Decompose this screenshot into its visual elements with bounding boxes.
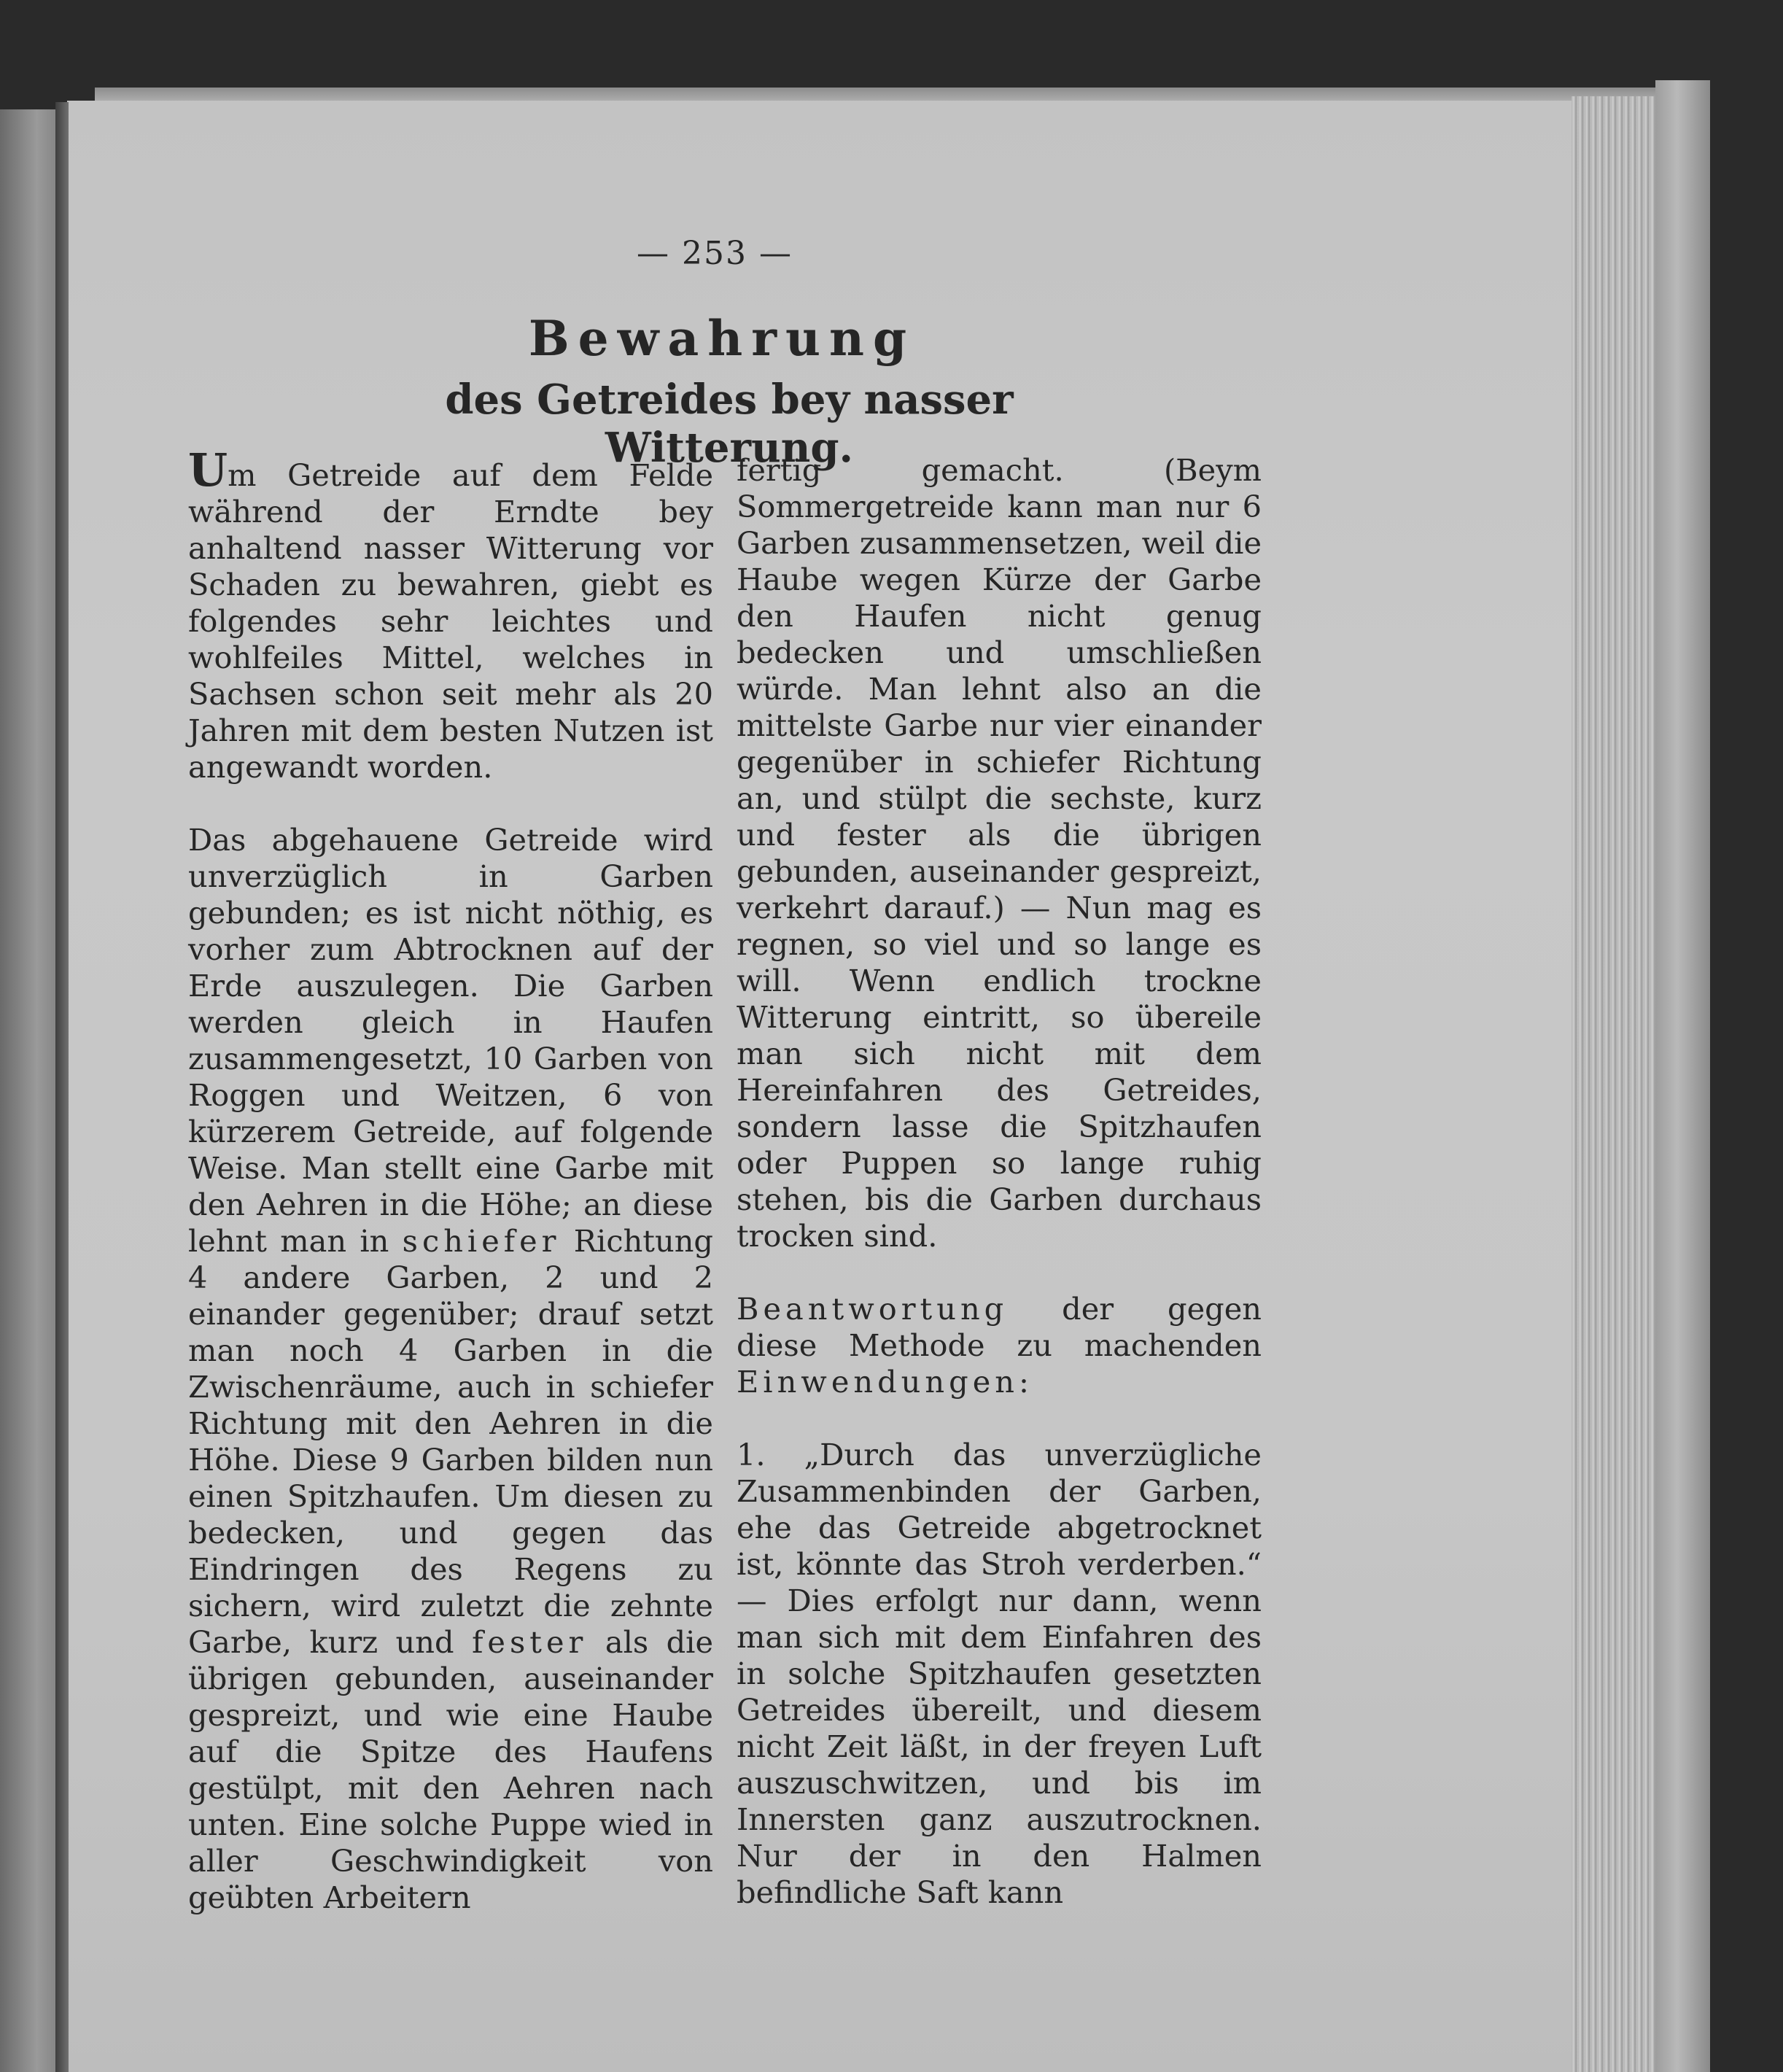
paragraph-text: m Getreide auf dem Felde während der Erndte bey anhaltend nasser Witterung vor Schaden zu bewahren, giebt es folgendes sehr leichtes und wohlfeiles Mittel, welches in Sachsen schon seit mehr als 20 Jahren mit dem besten Nutzen ist angewandt worden. xyxy=(188,457,713,785)
paragraph-continuation: fertig gemacht. (Beym Sommergetreide kann man nur 6 Garben zusammensetzen, weil die Haube wegen Kürze der Garbe den Haufen nicht genug bedecken und umschließen würde. Man lehnt also an die mittelste Garbe nur vier einander gegenüber in schiefer Richtung an, und stülpt die sechste, kurz und fester als die übrigen gebunden, auseinander gespreizt, verkehrt darauf.) — Nun mag es regnen, so viel und so lange es will. Wenn endlich trockne Witterung eintritt, so übereile man sich nicht mit dem Hereinfahren des Getreides, sondern lasse die Spitzhaufen oder Puppen so lange ruhig stehen, bis die Garben durchaus trocken sind. xyxy=(737,452,1262,1254)
book-gutter xyxy=(55,102,69,2072)
paragraph-objection-1: 1. „Durch das unverzügliche Zusammenbinden der Garben, ehe das Getreide abgetrocknet ist, könnte das Stroh verderben.“ — Dies erfolgt nur dann, wenn man sich mit dem Einfahren des in solche Spitzhaufen gesetzten Getreides übereilt, und diesem nicht Zeit läßt, in der freyen Luft auszuschwitzen, und bis im Innersten ganz auszutrocknen. Nur der in den Halmen befindliche Saft kann xyxy=(737,1437,1262,1910)
left-column xyxy=(188,443,714,1916)
paragraph-text: Richtung 4 andere Garben, 2 und 2 einander gegenüber; drauf setzt man noch 4 Garben in die Zwischenräume, auch in schiefer Richtung mit den Aehren in die Höhe. Diese 9 Garben bilden nun einen Spitzhaufen. Um diesen zu bedecken, und gegen das Eindringen des Regens zu sichern, wird zuletzt die zehnte Garbe, kurz und xyxy=(188,1223,713,1660)
page-title: Bewahrung xyxy=(528,310,916,367)
drop-cap: U xyxy=(188,443,228,497)
emphasis-text: schiefer xyxy=(402,1223,561,1259)
paragraph-text: Das abgehauene Getreide wird unverzüglich in Garben gebunden; es ist nicht nöthig, es vorher zum Abtrocknen auf der Erde auszulegen. Die Garben werden gleich in Haufen zusammengesetzt, 10 Garben von Roggen und Weitzen, 6 von kürzerem Getreide, auf folgende Weise. Man stellt eine Garbe mit den Aehren in die Höhe; an diese lehnt man in xyxy=(188,822,713,1259)
paragraph-text: der gegen diese Methode zu machenden xyxy=(737,1291,1262,1363)
emphasis-text: Einwendungen: xyxy=(737,1364,1033,1400)
book-cover-edge xyxy=(1655,80,1710,2072)
paragraph-text: als die übrigen gebunden, auseinander gespreizt, und wie eine Haube auf die Spitze des Haufens gestülpt, mit den Aehren nach unten. Eine solche Puppe wied in aller Geschwindigkeit von geübten Arbeitern xyxy=(188,1624,714,1915)
page-subtitle: des Getreides bey nasser Witterung. xyxy=(445,376,1014,472)
page-number: — 253 — xyxy=(637,235,793,272)
emphasis-text: fester xyxy=(472,1624,588,1660)
emphasis-text: Beantwortung xyxy=(737,1291,1009,1327)
paragraph-section-heading xyxy=(737,1291,1262,1400)
paragraph-method xyxy=(188,822,713,1916)
paragraph-intro xyxy=(188,443,713,785)
right-column xyxy=(737,452,1262,1911)
